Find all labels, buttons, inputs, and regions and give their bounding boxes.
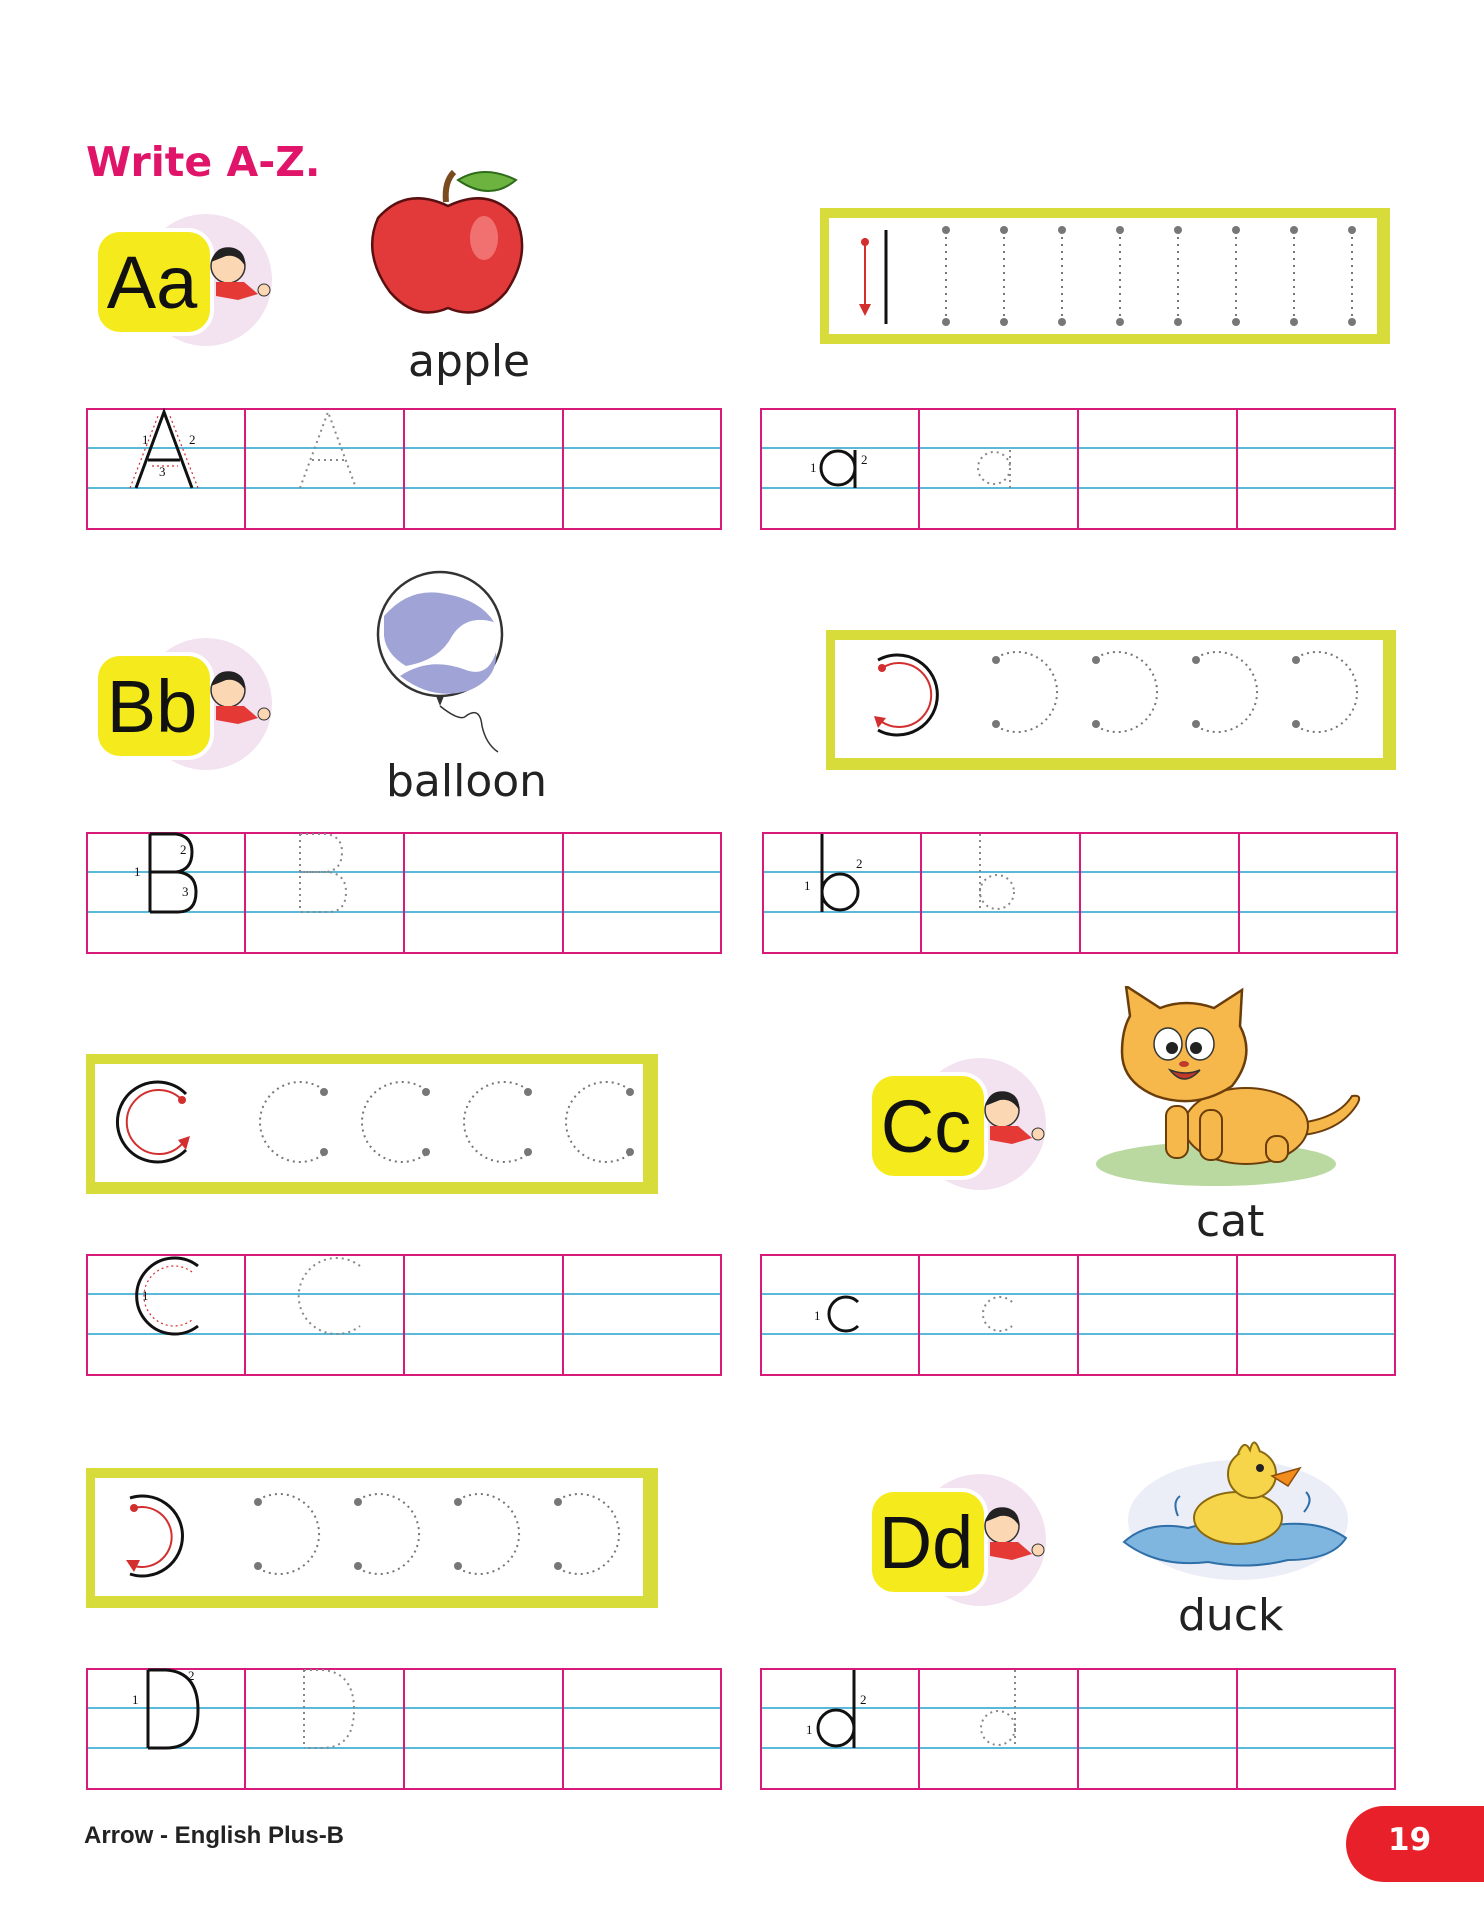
handwriting-row-upper-c[interactable] [86,1254,722,1376]
letter-badge-dd [862,1470,1062,1610]
svg-text:1: 1 [804,878,811,893]
svg-text:1: 1 [142,1288,149,1303]
model-letter-c-upper [137,1258,198,1334]
svg-text:2: 2 [861,452,868,467]
svg-text:2: 2 [189,432,196,447]
letter-badge-bb [88,634,288,774]
svg-text:3: 3 [182,884,189,899]
footer-book-title: Arrow - English Plus-B [84,1822,345,1849]
svg-text:3: 3 [159,464,166,479]
model-letter-a-upper [130,412,198,488]
handwriting-row-upper-d[interactable] [86,1668,722,1790]
svg-text:2: 2 [180,842,187,857]
trace-letter-c-upper [299,1258,360,1334]
page-number: 19 [1388,1822,1432,1858]
handwriting-row-lower-a[interactable] [760,408,1396,530]
badge-letters: Bb [106,665,198,748]
model-letter-c-lower [814,1297,858,1331]
cat-picture [1096,986,1366,1186]
svg-text:2: 2 [856,856,863,871]
svg-text:1: 1 [810,460,817,475]
word-label-duck: duck [1178,1590,1284,1641]
model-letter-a-lower [810,450,868,488]
stroke-practice-box-a [820,208,1390,344]
badge-letters: Aa [106,241,198,324]
trace-letter-a-lower [978,450,1010,488]
handwriting-row-upper-b[interactable] [86,832,722,954]
word-label-cat: cat [1196,1196,1265,1247]
page-title: Write A-Z. [86,138,321,186]
letter-badge-aa [88,210,288,350]
trace-letter-a-upper [300,412,356,488]
handwriting-row-lower-b[interactable] [762,832,1398,954]
stroke-practice-box-c [86,1054,658,1194]
apple-picture [366,162,536,322]
word-label-apple: apple [408,336,531,387]
svg-text:2: 2 [188,1668,195,1683]
svg-text:1: 1 [142,432,149,447]
duck-picture [1118,1420,1358,1580]
svg-text:2: 2 [860,1692,867,1707]
trace-letter-c-lower [983,1297,1012,1331]
handwriting-row-lower-c[interactable] [760,1254,1396,1376]
word-label-balloon: balloon [386,756,548,807]
stroke-practice-box-d [86,1468,658,1608]
badge-letters: Dd [878,1501,974,1584]
svg-text:1: 1 [814,1308,821,1323]
badge-letters: Cc [880,1085,972,1168]
handwriting-row-upper-a[interactable] [86,408,722,530]
balloon-picture [370,566,530,756]
svg-text:1: 1 [132,1692,139,1707]
svg-text:1: 1 [806,1722,813,1737]
handwriting-row-lower-d[interactable] [760,1668,1396,1790]
svg-text:1: 1 [134,864,141,879]
stroke-practice-box-b [826,630,1396,770]
letter-badge-cc [862,1054,1062,1194]
